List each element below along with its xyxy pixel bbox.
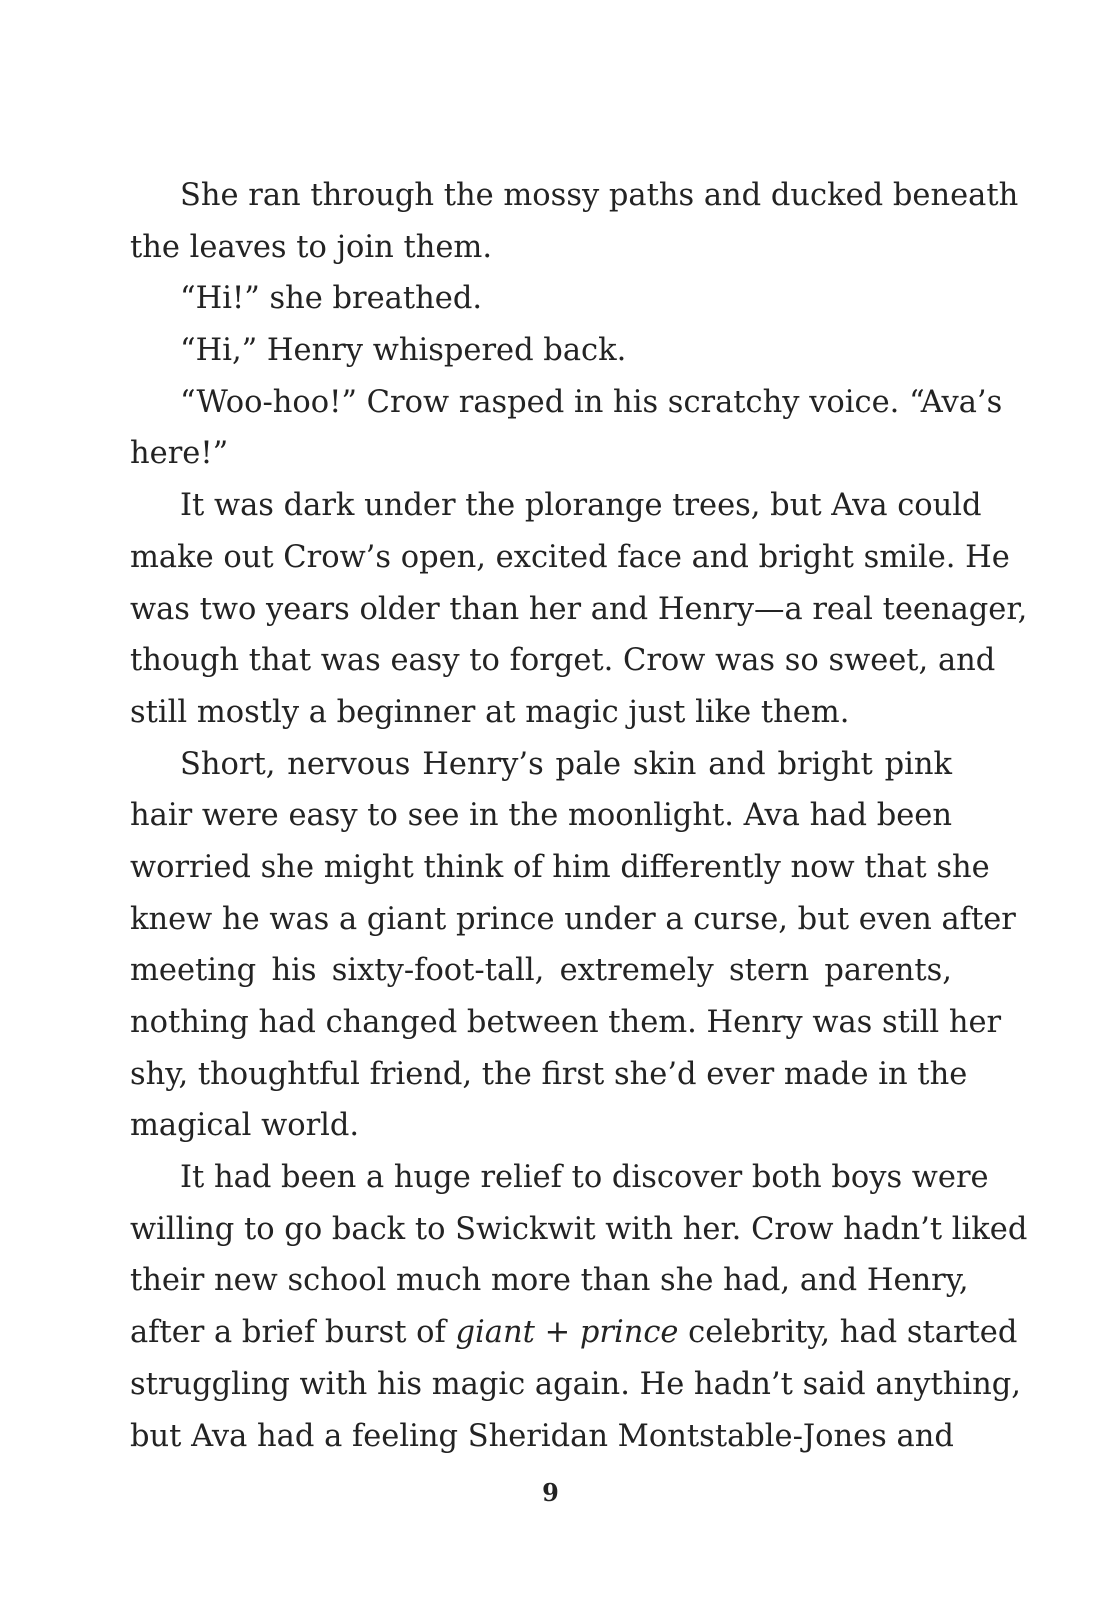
- text-run: after a brief burst of: [130, 1315, 456, 1351]
- text-line: meeting his sixty-foot-tall, extremely stern parents,: [130, 953, 952, 989]
- text-line: nothing had changed between them. Henry was still her: [130, 1005, 1002, 1040]
- body-text: [130, 170, 1028, 1462]
- text-line: hair were easy to see in the moonlight. Ava had been: [130, 798, 952, 834]
- text-line: here!”: [130, 436, 229, 472]
- text-line: their new school much more than she had, and Henry,: [130, 1263, 969, 1299]
- italic-text: giant + prince: [455, 1315, 679, 1351]
- page-number: 9: [542, 1478, 559, 1507]
- text-line: “Hi!” she breathed.: [180, 281, 483, 317]
- text-line: shy, thoughtful friend, the first she’d ever made in the: [130, 1056, 968, 1092]
- text-line: willing to go back to Swickwit with her. Crow hadn’t liked: [130, 1211, 1028, 1247]
- text-line: Short, nervous Henry’s pale skin and bright pink: [180, 746, 952, 782]
- text-line: “Hi,” Henry whispered back.: [180, 333, 627, 369]
- text-line: It had been a huge relief to discover both boys were: [180, 1160, 989, 1196]
- text-line: knew he was a giant prince under a curse, but even after: [130, 901, 1016, 937]
- text-line: the leaves to join them.: [130, 229, 493, 265]
- text-line: She ran through the mossy paths and ducked beneath: [180, 178, 1019, 213]
- text-line: magical world.: [130, 1108, 360, 1144]
- text-line: [130, 1307, 1018, 1359]
- text-line: worried she might think of him differently now that she: [130, 849, 990, 885]
- text-line: still mostly a beginner at magic just like them.: [130, 694, 850, 730]
- text-line: but Ava had a feeling Sheridan Montstable-Jones and: [130, 1418, 954, 1454]
- text-run: celebrity, had started: [678, 1315, 1018, 1351]
- text-line: It was dark under the plorange trees, but Ava could: [180, 488, 982, 524]
- text-line: struggling with his magic again. He hadn’t said anything,: [130, 1366, 1021, 1402]
- text-line: though that was easy to forget. Crow was so sweet, and: [130, 643, 996, 679]
- text-line: “Woo-hoo!” Crow rasped in his scratchy voice. “Ava’s: [180, 384, 1003, 420]
- text-line: was two years older than her and Henry—a real teenager,: [130, 591, 1028, 627]
- text-line: make out Crow’s open, excited face and bright smile. He: [130, 539, 1010, 575]
